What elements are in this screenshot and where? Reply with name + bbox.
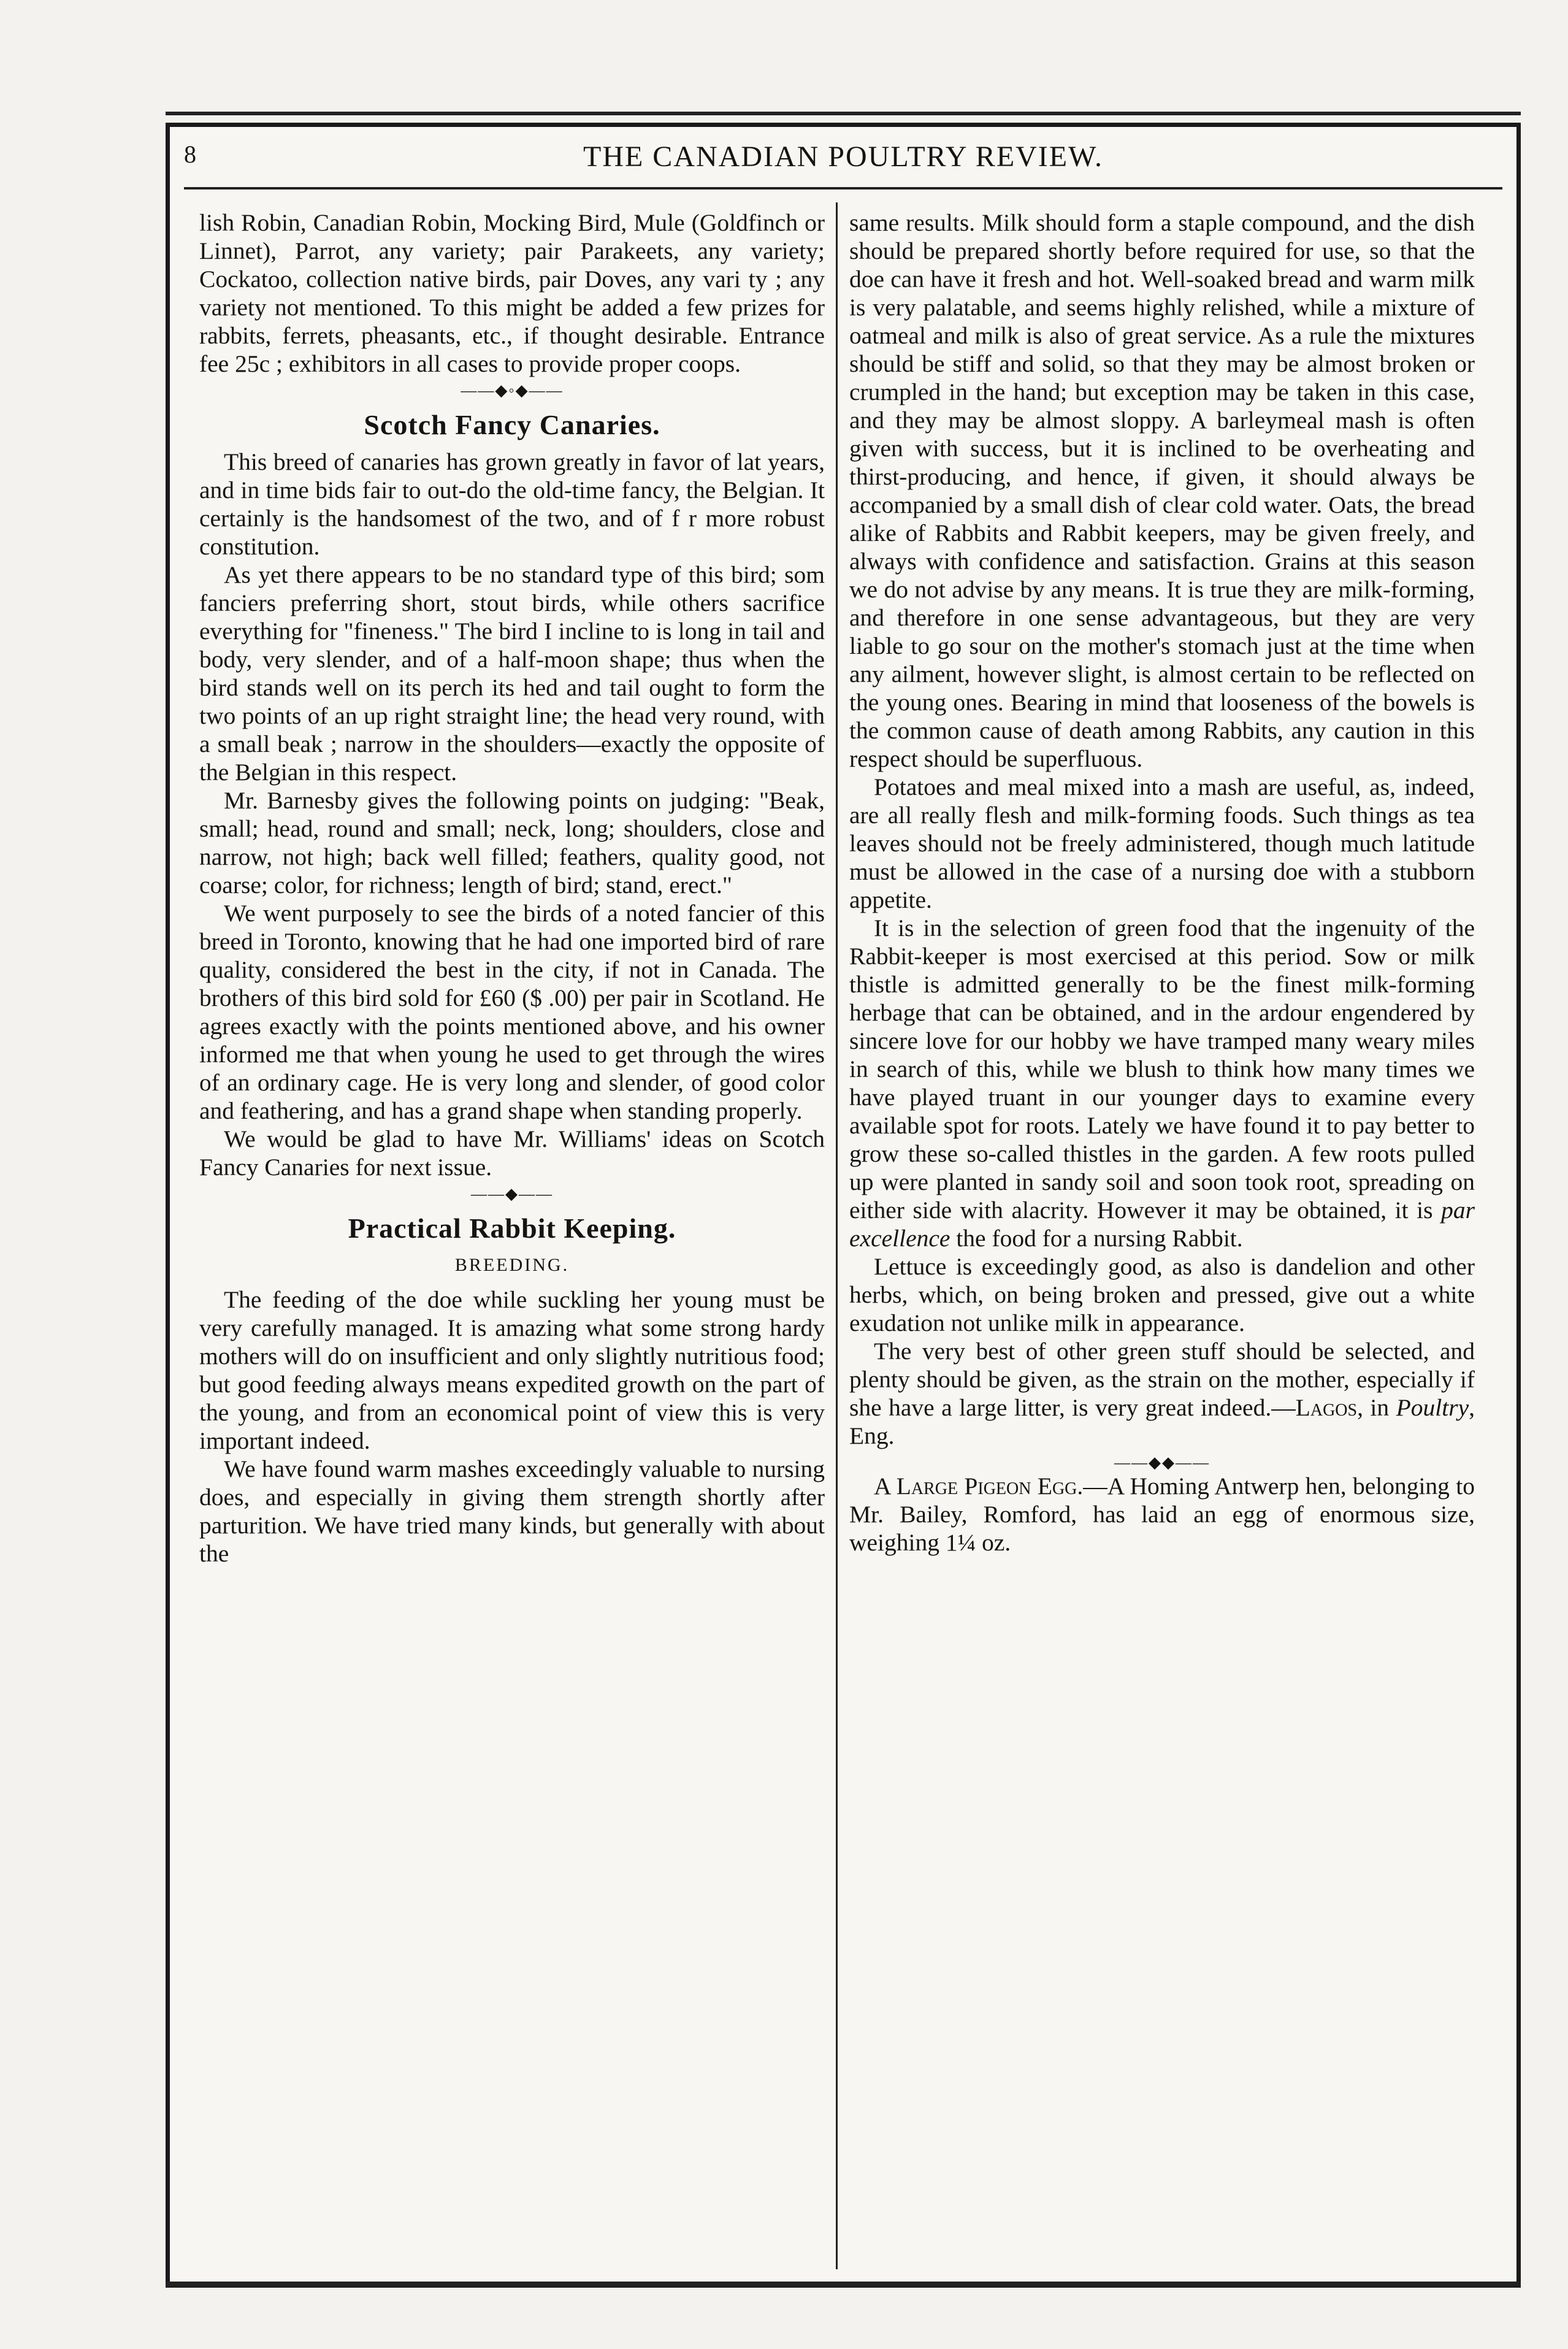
text-run: The very best of other green stuff should be selected, and plenty should be given, as the strain on the mother, especially if she have a large litter, is very great indeed.— (849, 1338, 1475, 1421)
item-title: A Large Pigeon Egg. (874, 1473, 1084, 1500)
top-rule (166, 112, 1521, 115)
page-header (184, 140, 1502, 189)
italic-text: par excellence (849, 1197, 1475, 1252)
text-run: , in (1357, 1394, 1396, 1421)
paragraph: We went purposely to see the birds of a noted fancier of this breed in Toronto, knowing that he had one imported bird of rare quality, considered the best in the city, if not in Canada. The brothers of this bird sold for £60 ($ .00) per pair in Scotland. He agrees exactly with the points mentioned above, and his owner informed me that when young he used to get through the wires of an ordinary cage. He is very long and slender, of good color and feathering, and has a grand shape when standing properly. (199, 900, 825, 1124)
paragraph: As yet there appears to be no standard type of this bird; som fanciers preferring short, stout birds, while others sacrifice everything for "fineness." The bird I incline to is long in tail and body, very slender, and of a half-moon shape; thus when the bird stands well on its perch its hed and tail ought to form the two points of an up right straight line; the head very round, with a small beak ; narrow in the shoulders—exactly the opposite of the Belgian in this respect. (199, 561, 825, 786)
text-run: —A Homing Antwerp hen, belonging to Mr. Bailey, Romford, has laid an egg of enormous size, weighing 1¼ oz. (849, 1473, 1475, 1556)
section-heading-rabbit: Practical Rabbit Keeping. (348, 1213, 676, 1244)
paragraph: We would be glad to have Mr. Williams' ideas on Scotch Fancy Canaries for next issue. (199, 1125, 825, 1181)
header-rule (184, 187, 1502, 190)
page-number: 8 (184, 140, 196, 168)
section-heading-canaries: Scotch Fancy Canaries. (364, 409, 660, 440)
paragraph (849, 1337, 1475, 1450)
paragraph (849, 914, 1475, 1252)
paragraph (849, 1472, 1475, 1557)
source-name: Lagos (1295, 1394, 1358, 1421)
ornament-rule: ——◆◆—— (1114, 1454, 1210, 1471)
text-run: It is in the selection of green food that the ingenuity of the Rabbit-keeper is most exercised at this period. Sow or milk thistle is admitted generally to be the finest milk-forming herbage that can be obtained, and in the ardour engendered by sincere love for our hobby we have tramped many weary miles in search of this, while we blush to think how many times we have played truant in our younger days to examine every available spot for roots. Lately we have found it to pay better to grow these so-called thistles in the garden. A few roots pulled up were planted in sandy soil and soon took root, spreading on either side with alacrity. However it may be obtained, it is (849, 914, 1475, 1224)
running-title: THE CANADIAN POULTRY REVIEW. (583, 140, 1103, 173)
bottom-rule (166, 2282, 1521, 2286)
right-column (849, 209, 1475, 2257)
paragraph: same results. Milk should form a staple compound, and the dish should be prepared shortly before required for use, so that the doe can have it fresh and hot. Well-soaked bread and warm milk is very palatable, and seems highly relished, while a mixture of oatmeal and milk is also of great service. As a rule the mixtures should be stiff and solid, so that they may be almost broken or crumpled in the hand; but exception may be taken in this case, and they may be almost sloppy. A barleymeal mash is often given with success, but it is inclined to be overheating and thirst-producing, and hence, if given, it should always be accompanied by a small dish of clear cold water. Oats, the bread alike of Rabbits and Rabbit keepers, may be given freely, and always with confidence and satisfaction. Grains at this season we do not advise by any means. It is true they are milk-forming, and therefore in one sense advantageous, but they are very liable to go sour on the mother's stomach just at the time when any ailment, however slight, is almost certain to be reflected on the young ones. Bearing in mind that looseness of the bowels is the common cause of death among Rabbits, any caution in this respect should be superfluous. (849, 209, 1475, 772)
paragraph: The feeding of the doe while suckling her young must be very carefully managed. It is amazing what some strong hardy mothers will do on insufficient and only slightly nutritious food; but good feeding always means expedited growth on the part of the young, and from an economical point of view this is very important indeed. (199, 1286, 825, 1454)
ornament-rule: ——◆—— (471, 1185, 553, 1203)
left-column (199, 209, 825, 2257)
paragraph: We have found warm mashes exceedingly valuable to nursing does, and especially in giving them strength shortly after parturition. We have tried many kinds, but generally with about the (199, 1455, 825, 1567)
column-divider (836, 202, 838, 2269)
ornament-rule: ——◆◦◆—— (461, 381, 564, 399)
text-run: the food for a nursing Rabbit. (950, 1225, 1243, 1252)
paragraph: Potatoes and meal mixed into a mash are useful, as, indeed, are all really flesh and milk-forming foods. Such things as tea leaves should not be freely administered, though much latitude must be allowed in the case of a nursing doe with a stubborn appetite. (849, 773, 1475, 913)
paragraph: This breed of canaries has grown greatly in favor of lat years, and in time bids fair to out-do the old-time fancy, the Belgian. It certainly is the handsomest of the two, and of f r more robust constitution. (199, 448, 825, 560)
paragraph: lish Robin, Canadian Robin, Mocking Bird, Mule (Goldfinch or Linnet), Parrot, any variety; pair Parakeets, any variety; Cockatoo, collection native birds, pair Doves, any vari ty ; any variety not mentioned. To this might be added a few prizes for rabbits, ferrets, pheasants, etc., if thought desirable. Entrance fee 25c ; exhibitors in all cases to provide proper coops. (199, 209, 825, 377)
subheading-breeding: BREEDING. (454, 1255, 570, 1275)
paragraph: Lettuce is exceedingly good, as also is dandelion and other herbs, which, on being broken and pressed, give out a white exudation not unlike milk in appearance. (849, 1253, 1475, 1336)
italic-text: Poultry (1396, 1394, 1469, 1421)
text-run: , Eng. (849, 1394, 1475, 1449)
paragraph: Mr. Barnesby gives the following points on judging: "Beak, small; head, round and small; neck, long; shoulders, close and narrow, not high; back well filled; feathers, quality good, not coarse; color, for richness; length of bird; stand, erect." (199, 787, 825, 899)
